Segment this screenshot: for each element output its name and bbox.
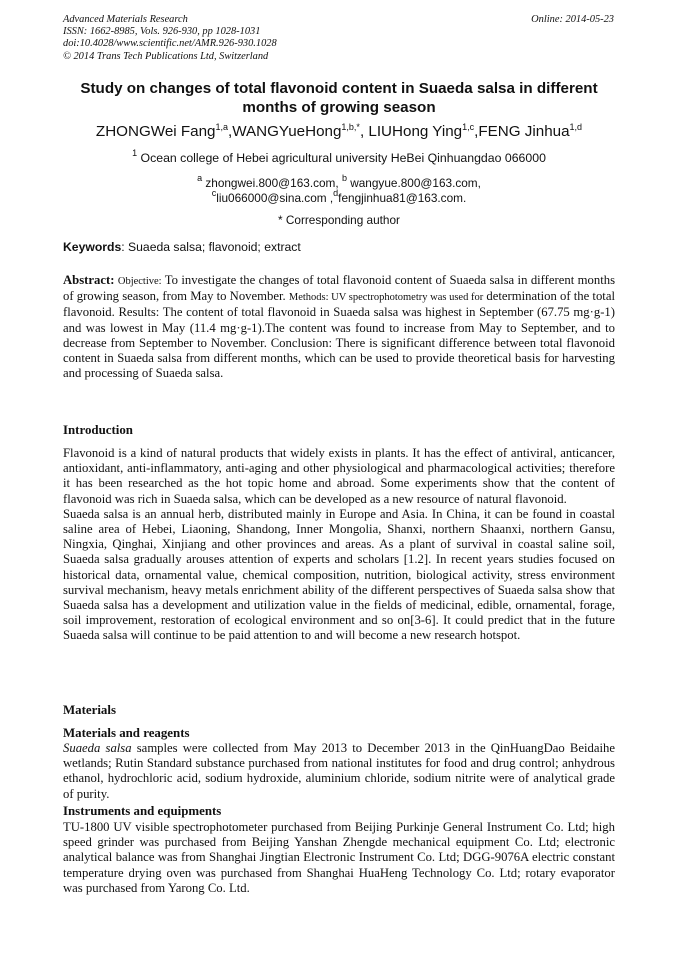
journal-header — [63, 14, 277, 63]
keywords-label: Keywords — [63, 240, 122, 254]
author-separator: , — [359, 123, 369, 140]
author-name: WANGYueHong — [232, 123, 342, 140]
journal-doi: doi:10.4028/www.scientific.net/AMR.926-930.1028 — [63, 38, 277, 50]
corresponding-author-note: * Corresponding author — [278, 213, 400, 227]
author-affiliation-marker: 1,c — [462, 122, 475, 132]
author-affiliation-marker: 1,b,* — [341, 122, 360, 132]
author-list — [40, 123, 638, 141]
keywords — [63, 240, 301, 254]
introduction-paragraph-1: Flavonoid is a kind of natural products that widely exists in plants. It has the effect of antiviral, anticancer, antioxidant, anti-inflammatory, anti-aging and other physiological and pharmacological activities; therefore it has been researched as the hot topic home and abroad. Some experiments show that the content of flavonoid was rich in Suaeda salsa, which can be developed as a new resource of natural flavonoid. — [63, 446, 615, 506]
reagents-heading: Materials and reagents — [63, 726, 190, 740]
instruments-body: TU-1800 UV visible spectrophotometer purchased from Beijing Purkinje General Instrument Co. Ltd; high speed grinder was purchased from Beijing Yanshan Zhengde mechanical equipment Co. Ltd; electronic analytical balance was from Shanghai Jingtian Electronic Instrument Co. Ltd; DGG-9076A electric constant temperature drying oven was purchased from Shanghai HuaHeng Technology Co. Ltd; rotary evaporator was purchased from Yarong Co. Ltd. — [63, 820, 615, 895]
author-separator: , — [228, 123, 233, 140]
objective-text: To investigate the changes of total flavonoid content of Suaeda salsa in different months of growing season, from May to November. — [63, 273, 616, 304]
affiliation-text: Ocean college of Hebei agricultural university HeBei Qinhuangdao 066000 — [140, 151, 546, 165]
introduction-body — [63, 446, 615, 644]
abstract-label: Abstract: — [63, 273, 115, 287]
journal-issn: ISSN: 1662-8985, Vols. 926-930, pp 1028-1031 — [63, 26, 261, 38]
reagents-body — [63, 741, 615, 802]
author-affiliation-marker: 1,d — [569, 122, 583, 132]
abstract — [63, 273, 615, 381]
introduction-paragraph-2: Suaeda salsa is an annual herb, distributed mainly in Europe and Asia. In China, it can be found in coastal saline area of Hebei, Liaoning, Shandong, Inner Mongolia, Shanxi, northern Shaanxi, northern Gansu, Ningxia, Qinghai, Xinjiang and other provinces and areas. As a plant of survival in coastal saline soil, Suaeda salsa gradually arouses attention of experts and scholars [1.2]. In recent years studies focused on historical data, ornamental value, chemical composition, nutrition, biological activity, stress environment survival mechanism, heavy metals enrichment ability of the different perspectives of Suaeda salsa show that Suaeda salsa has a development and utilization value in the fields of medicinal, edible, ornamental, forage, soil improvement, restoration of ecological environment and so on[3-6]. It could predict that in the future Suaeda salsa will continue to be paid attention to and will become a new research hotspot. — [63, 506, 615, 643]
online-date: Online: 2014-05-23 — [531, 14, 614, 25]
author-emails — [63, 173, 615, 206]
author-name: FENG Jinhua — [478, 123, 570, 140]
email-b[interactable]: wangyue.800@163.com, — [346, 176, 481, 190]
author-separator: , — [474, 123, 479, 140]
objective-label: Objective: — [117, 276, 162, 287]
introduction-heading: Introduction — [63, 423, 133, 437]
author-affiliation-marker: 1,a — [215, 122, 228, 132]
materials-heading: Materials — [63, 703, 116, 717]
email-a[interactable]: zhongwei.800@163.com, — [202, 176, 342, 190]
affiliation — [63, 148, 615, 165]
instruments-heading: Instruments and equipments — [63, 804, 222, 818]
paper-title: Study on changes of total flavonoid content in Suaeda salsa in different months of growing season — [80, 80, 598, 116]
keywords-text: : Suaeda salsa; flavonoid; extract — [121, 240, 301, 254]
methods-label: Methods: UV spectrophotometry was used for — [288, 292, 484, 304]
email-marker: d — [333, 188, 339, 198]
affiliation-marker: 1 — [132, 148, 138, 158]
email-marker: c — [211, 188, 217, 198]
journal-copyright: © 2014 Trans Tech Publications Ltd, Switzerland — [63, 50, 269, 62]
author-name: ZHONGWei Fang — [95, 123, 216, 140]
email-marker: b — [341, 173, 347, 183]
email-d[interactable]: fengjinhua81@163.com. — [338, 191, 467, 205]
email-marker: a — [197, 173, 203, 183]
email-c[interactable]: liu066000@sina.com , — [216, 191, 334, 205]
journal-name: Advanced Materials Research — [63, 14, 188, 25]
reagents-species: Suaeda salsa — [63, 741, 132, 755]
methods-text: determination of the total flavonoid. Results: The content of total flavonoid in Suaeda salsa was highest in September (67.75 mg·g-1) and was lowest in May (11.4 mg·g-1).The content was found to increase from May to September, and to decrease from September to November. Conclusion: There is significant difference between total flavonoid content in Suaeda salsa from different months, which can be used to provide theoretical basis for harvesting and processing of Suaeda salsa. — [63, 289, 615, 381]
reagents-text: samples were collected from May 2013 to December 2013 in the QinHuangDao Beidaihe wetlands; Rutin Standard substance purchased from national institutes for food and drug control; anhydrous ethanol, hydrochloric acid, sodium hydroxide, aluminium chloride, sodium nitrite were of analytical grade of purity. — [63, 741, 615, 801]
author-name: LIUHong Ying — [368, 123, 463, 140]
